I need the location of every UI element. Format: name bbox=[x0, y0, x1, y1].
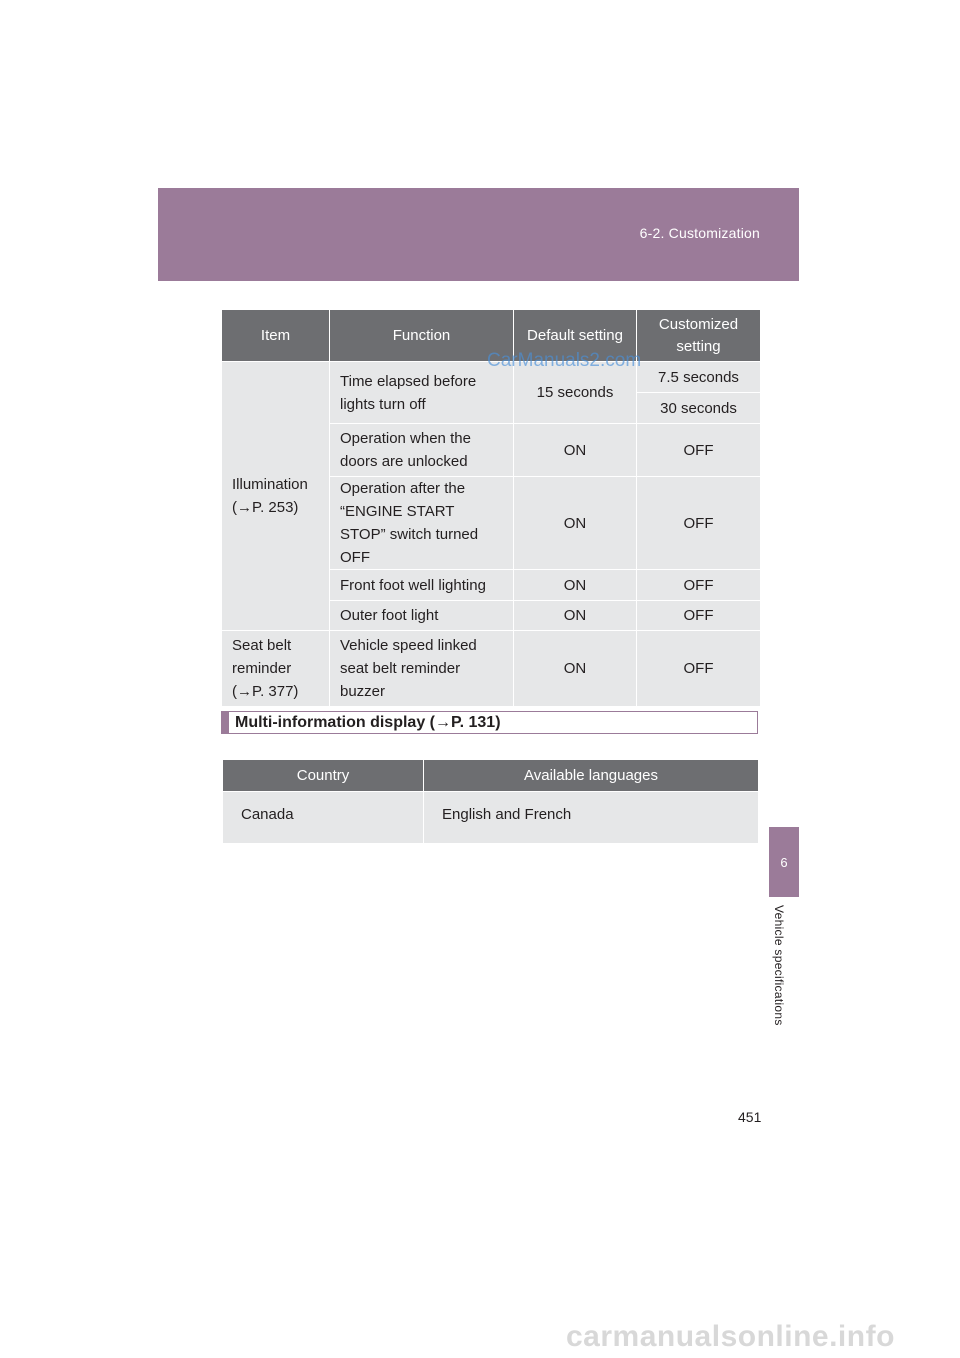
function-cell: Time elapsed before lights turn off bbox=[330, 362, 514, 424]
chapter-label: Vehicle specifications bbox=[772, 905, 786, 1026]
footer-watermark: carmanualsonline.info bbox=[566, 1320, 895, 1353]
default-setting-cell: ON bbox=[514, 477, 637, 570]
custom-setting-cell: OFF bbox=[637, 601, 761, 631]
header-available-languages: Available languages bbox=[424, 760, 759, 792]
custom-setting-cell: OFF bbox=[637, 570, 761, 601]
header-function: Function bbox=[330, 310, 514, 362]
item-label: Illumination bbox=[232, 476, 308, 493]
custom-setting-cell: 30 seconds bbox=[637, 393, 761, 424]
custom-setting-cell: OFF bbox=[637, 477, 761, 570]
item-illumination bbox=[222, 362, 330, 631]
table-row bbox=[223, 792, 759, 844]
item-label: reminder bbox=[232, 660, 292, 677]
function-cell: Operation when the doors are unlocked bbox=[330, 424, 514, 477]
header-default-setting: Default setting bbox=[514, 310, 637, 362]
chapter-tab[interactable] bbox=[769, 827, 799, 897]
default-setting-cell: ON bbox=[514, 631, 637, 707]
custom-setting-cell: OFF bbox=[637, 424, 761, 477]
section-heading bbox=[221, 711, 758, 734]
watermark-text: CarManuals2.com bbox=[487, 350, 642, 371]
header-customized-setting: Customized setting bbox=[637, 310, 761, 362]
table-row bbox=[222, 631, 761, 707]
page-number: 451 bbox=[738, 1109, 762, 1125]
default-setting-cell: ON bbox=[514, 570, 637, 601]
table-header-row bbox=[223, 760, 759, 792]
function-cell: Operation after the “ENGINE START STOP” switch turned OFF bbox=[330, 477, 514, 570]
header-country: Country bbox=[223, 760, 424, 792]
languages-table bbox=[222, 759, 759, 844]
country-cell: Canada bbox=[223, 792, 424, 844]
default-setting-cell: ON bbox=[514, 424, 637, 477]
item-seat-belt-reminder bbox=[222, 631, 330, 707]
chapter-number: 6 bbox=[780, 854, 788, 870]
function-cell: Outer foot light bbox=[330, 601, 514, 631]
section-title: 6-2. Customization bbox=[639, 225, 760, 241]
function-cell: Front foot well lighting bbox=[330, 570, 514, 601]
page-reference-link[interactable]: (→P. 377) bbox=[232, 683, 299, 700]
item-label: Seat belt bbox=[232, 637, 292, 654]
page-reference-link[interactable]: (→P. 253) bbox=[232, 499, 299, 516]
custom-setting-cell: 7.5 seconds bbox=[637, 362, 761, 393]
default-setting-cell: 15 seconds bbox=[514, 362, 637, 424]
default-setting-cell: ON bbox=[514, 601, 637, 631]
languages-cell: English and French bbox=[424, 792, 759, 844]
function-cell: Vehicle speed linked seat belt reminder buzzer bbox=[330, 631, 514, 707]
header-band bbox=[158, 188, 799, 281]
section-heading-text: Multi-information display (→P. 131) bbox=[235, 713, 501, 731]
custom-setting-cell: OFF bbox=[637, 631, 761, 707]
header-item: Item bbox=[222, 310, 330, 362]
